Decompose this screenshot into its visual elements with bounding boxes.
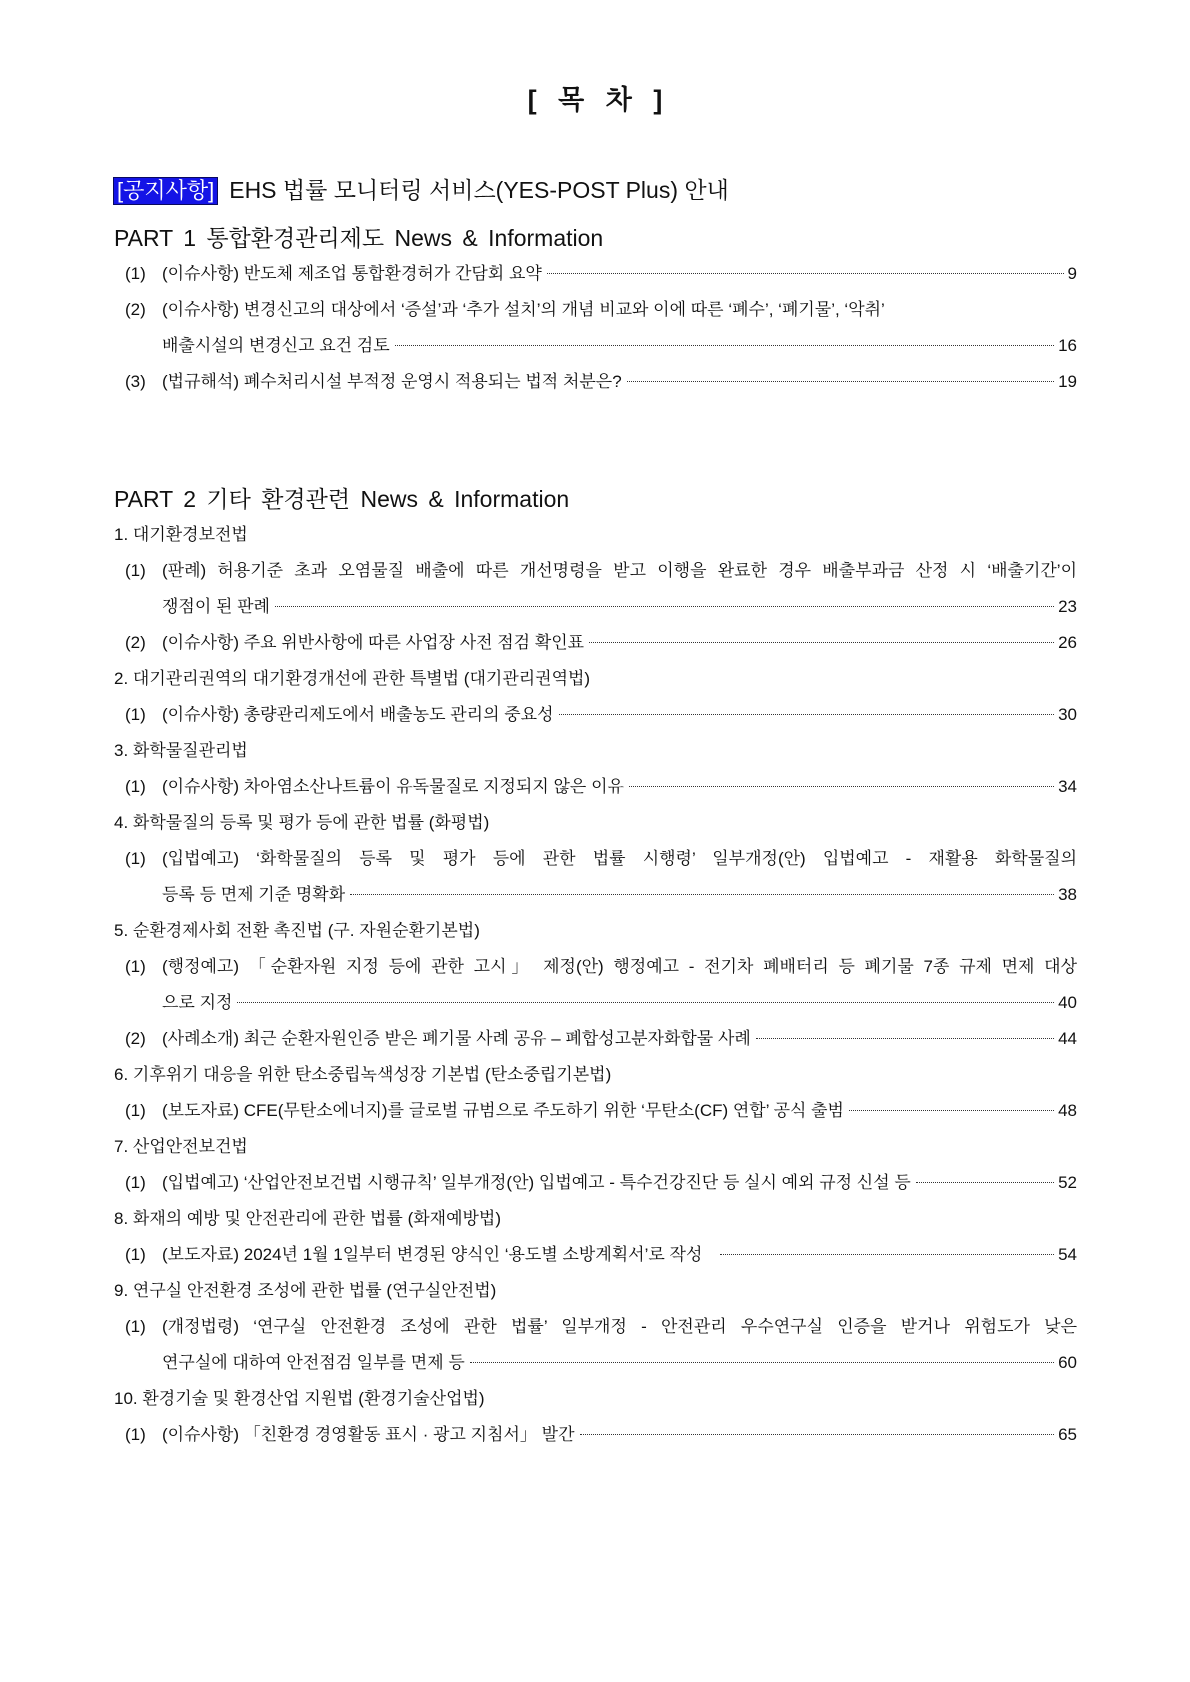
toc-entry-continuation [114,1345,1077,1381]
dot-leader [580,1434,1055,1435]
toc-entry [114,1309,1077,1345]
toc-entry-continuation [114,985,1077,1021]
entry-number: (1) [125,777,146,796]
dot-leader [629,786,1054,787]
dot-leader [395,345,1054,346]
entry-number: (1) [125,1101,146,1120]
entry-title: (법규해석) 폐수처리시설 부적정 운영시 적용되는 법적 처분은? [162,372,622,391]
dot-leader [849,1110,1054,1111]
dot-leader [547,273,1064,274]
dot-leader [627,381,1054,382]
entry-title-line: (이슈사항) 변경신고의 대상에서 ‘증설’과 ‘추가 설치’의 개념 비교와 이에 따른 ‘폐수’, ‘폐기물’, ‘악취’ [162,300,885,319]
entry-number: (2) [125,1029,146,1048]
entry-number: (1) [125,561,146,580]
notice-line [114,172,1077,208]
page-number: 65 [1058,1425,1077,1444]
entry-title-line: (판례) 허용기준 초과 오염물질 배출에 따른 개선명령을 받고 이행을 완료한 경우 배출부과금 산정 시 ‘배출기간’이 [162,561,1077,580]
toc-entry [114,769,1077,805]
entry-number: (1) [125,1317,146,1336]
dot-leader [470,1362,1054,1363]
toc-entry [114,553,1077,589]
section-title: 5. 순환경제사회 전환 촉진법 (구. 자원순환기본법) [114,921,480,940]
entry-title: 쟁점이 된 판례 [162,597,270,616]
entry-number: (1) [125,957,146,976]
section-title: 9. 연구실 안전환경 조성에 관한 법률 (연구실안전법) [114,1281,497,1300]
toc-entry [114,364,1077,400]
dot-leader [237,1002,1054,1003]
toc-entry-continuation [114,328,1077,364]
page-number: 40 [1058,993,1077,1012]
entry-number: (2) [125,633,146,652]
toc-entry [114,625,1077,661]
entry-title: (이슈사항) 「친환경 경영활동 표시 · 광고 지침서」 발간 [162,1425,575,1444]
page-number: 44 [1058,1029,1077,1048]
toc-entry [114,256,1077,292]
entry-title: (사례소개) 최근 순환자원인증 받은 폐기물 사례 공유 – 폐합성고분자화합물 사례 [162,1029,751,1048]
dot-leader [350,894,1054,895]
entry-number: (1) [125,1173,146,1192]
section-title: 4. 화학물질의 등록 및 평가 등에 관한 법률 (화평법) [114,813,490,832]
entry-title: (이슈사항) 총량관리제도에서 배출농도 관리의 중요성 [162,705,554,724]
toc-entry [114,1021,1077,1057]
entry-title: (보도자료) CFE(무탄소에너지)를 글로벌 규범으로 주도하기 위한 ‘무탄소(CF) 연합’ 공식 출범 [162,1101,844,1120]
part-heading: PART 1 통합환경관리제도 News & Information [114,225,604,251]
page-number: 60 [1058,1353,1077,1372]
entry-title: 연구실에 대하여 안전점검 일부를 면제 등 [162,1353,465,1372]
page-number: 16 [1058,336,1077,355]
page-number: 19 [1058,372,1077,391]
entry-title: 으로 지정 [162,993,233,1012]
page-number: 48 [1058,1101,1077,1120]
entry-title: (보도자료) 2024년 1월 1일부터 변경된 양식인 ‘용도별 소방계획서’로 작성 [162,1245,703,1264]
notice-badge: [공지사항] [114,178,217,204]
entry-number: (1) [125,849,146,868]
page-number: 38 [1058,885,1077,904]
toc-entry-continuation [114,877,1077,913]
entry-title-line: (개정법령) ‘연구실 안전환경 조성에 관한 법률’ 일부개정 - 안전관리 우수연구실 인증을 받거나 위험도가 낮은 [162,1317,1077,1336]
page-number: 34 [1058,777,1077,796]
section-title: 1. 대기환경보전법 [114,525,248,544]
section-title: 6. 기후위기 대응을 위한 탄소중립녹색성장 기본법 (탄소중립기본법) [114,1065,612,1084]
toc-entry [114,1093,1077,1129]
entry-number: (1) [125,1425,146,1444]
page-number: 52 [1058,1173,1077,1192]
entry-number: (2) [125,300,146,319]
page-number: 9 [1067,264,1077,283]
section-title: 7. 산업안전보건법 [114,1137,248,1156]
dot-leader [720,1254,1054,1255]
entry-number: (1) [125,705,146,724]
page-number: 54 [1058,1245,1077,1264]
section-title: 2. 대기관리권역의 대기환경개선에 관한 특별법 (대기관리권역법) [114,669,591,688]
page-title: [ 목 차 ] [527,85,663,115]
entry-title-line: (입법예고) ‘화학물질의 등록 및 평가 등에 관한 법률 시행령’ 일부개정(안) 입법예고 - 재활용 화학물질의 [162,849,1077,868]
entry-title: (이슈사항) 반도체 제조업 통합환경허가 간담회 요약 [162,264,542,283]
toc-entry-continuation [114,589,1077,625]
toc-entry [114,949,1077,985]
dot-leader [756,1038,1054,1039]
dot-leader [275,606,1054,607]
entry-title: 등록 등 면제 기준 명확화 [162,885,346,904]
section-title: 10. 환경기술 및 환경산업 지원법 (환경기술산업법) [114,1389,485,1408]
section-title: 3. 화학물질관리법 [114,741,248,760]
entry-title: (이슈사항) 주요 위반사항에 따른 사업장 사전 점검 확인표 [162,633,585,652]
entry-number: (3) [125,372,146,391]
entry-title: (이슈사항) 차아염소산나트륨이 유독물질로 지정되지 않은 이유 [162,777,624,796]
part-heading: PART 2 기타 환경관련 News & Information [114,486,570,512]
page-number: 26 [1058,633,1077,652]
toc-entry [114,1165,1077,1201]
page-number: 30 [1058,705,1077,724]
dot-leader [559,714,1055,715]
entry-title-line: (행정예고) 「순환자원 지정 등에 관한 고시」 제정(안) 행정예고 - 전기차 폐배터리 등 폐기물 7종 규제 면제 대상 [162,957,1077,976]
table-of-contents [114,172,1077,1453]
entry-number: (1) [125,1245,146,1264]
toc-entry [114,1237,1077,1273]
toc-entry [114,1417,1077,1453]
notice-text: EHS 법률 모니터링 서비스(YES-POST Plus) 안내 [229,177,729,203]
entry-title: 배출시설의 변경신고 요건 검토 [162,336,390,355]
entry-title: (입법예고) ‘산업안전보건법 시행규칙’ 일부개정(안) 입법예고 - 특수건강진단 등 실시 예외 규정 신설 등 [162,1173,911,1192]
dot-leader [589,642,1054,643]
section-title: 8. 화재의 예방 및 안전관리에 관한 법률 (화재예방법) [114,1209,502,1228]
toc-entry [114,697,1077,733]
dot-leader [916,1182,1054,1183]
toc-entry [114,841,1077,877]
toc-entry [114,292,1077,328]
page-number: 23 [1058,597,1077,616]
entry-number: (1) [125,264,146,283]
